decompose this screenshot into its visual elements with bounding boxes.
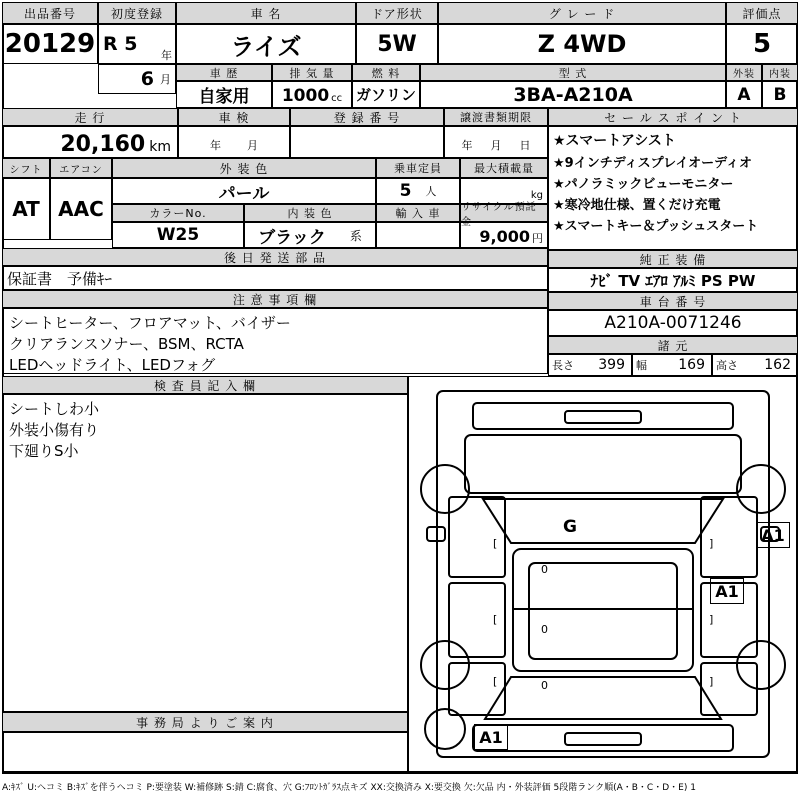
svg-text:]: ] <box>709 537 714 550</box>
seats-label: 乗車定員 <box>376 158 460 178</box>
mileage-value: 20,160 <box>60 132 146 157</box>
sales-point-list <box>548 126 798 250</box>
recycle-fee-value: 9,000 <box>479 227 530 246</box>
recycle-fee-unit: 円 <box>532 232 543 245</box>
damage-mark: G <box>563 517 577 537</box>
registration-number-value <box>290 126 444 158</box>
svg-text:[: [ <box>493 537 498 550</box>
car-name-value: ライズ <box>176 24 356 64</box>
color-number-label: カラーNo. <box>112 204 244 222</box>
inspection-label: 車 検 <box>178 108 290 126</box>
interior-color-suffix: 系 <box>349 228 362 243</box>
car-outline-diagram <box>409 377 797 771</box>
door-type-label: ドア形状 <box>356 2 438 24</box>
displacement-value: 1000 <box>281 86 330 106</box>
lot-number-value: 20129 <box>2 24 98 64</box>
note-line: LEDヘッドライト、LEDフォグ <box>9 356 216 374</box>
first-registration-year-unit: 年 <box>161 49 172 62</box>
sales-point-label: セ ー ル ス ポ イ ン ト <box>548 108 798 126</box>
first-registration-month <box>98 64 176 94</box>
width-cell <box>632 354 712 376</box>
interior-color-label: 内 装 色 <box>244 204 376 222</box>
shift-label: シフト <box>2 158 50 178</box>
notes-body <box>2 308 548 374</box>
width-label: 幅 <box>636 359 647 372</box>
spec-label: 諸 元 <box>548 336 798 354</box>
car-name-label: 車 名 <box>176 2 356 24</box>
displacement-unit: cc <box>331 93 343 104</box>
legend-footer: A:ｷｽﾞ U:ヘコミ B:ｷｽﾞを伴うヘコミ P:要塗装 W:補修跡 S:錆 C:腐食、穴 G:ﾌﾛﾝﾄｶﾞﾗｽ点キズ XX:交換済み X:要交換 欠:欠品 内・外装評価 5段階ランク順(A・B・C・D・E) 1 <box>2 783 696 793</box>
grade-label: グ レ ー ド <box>438 2 726 24</box>
displacement-label: 排 気 量 <box>272 64 352 81</box>
first-registration-era: R 5 <box>103 33 138 55</box>
inspector-label: 検 査 員 記 入 欄 <box>2 376 408 394</box>
recycle-fee-label: リサイクル預託金 <box>460 204 548 222</box>
note-line: クリアランスソナー、BSM、RCTA <box>9 335 244 353</box>
svg-text:0: 0 <box>541 679 548 692</box>
seats-unit: 人 <box>425 185 437 198</box>
genuine-equipment-label: 純 正 装 備 <box>548 250 798 268</box>
transfer-deadline-value-cell <box>444 126 548 158</box>
interior-color-value-cell <box>244 222 376 248</box>
length-value: 399 <box>598 357 625 373</box>
inspector-line: 下廻りS小 <box>9 442 79 460</box>
recycle-fee-value-cell <box>460 222 548 248</box>
svg-text:0: 0 <box>541 563 548 576</box>
sales-point-item: ★寒冷地仕様、置くだけ充電 <box>553 198 721 213</box>
height-cell <box>712 354 798 376</box>
length-label: 長さ <box>552 359 574 372</box>
svg-text:]: ] <box>709 675 714 688</box>
height-value: 162 <box>764 357 791 373</box>
note-line: シートヒーター、フロアマット、バイザー <box>9 314 291 332</box>
width-value: 169 <box>678 357 705 373</box>
chassis-number-value: A210A-0071246 <box>548 310 798 336</box>
seats-value-cell <box>376 178 460 204</box>
later-shipped-parts-label: 後 日 発 送 部 品 <box>2 248 548 266</box>
transfer-deadline-label: 譲渡書類期限 <box>444 108 548 126</box>
exterior-color-label: 外 装 色 <box>112 158 376 178</box>
first-registration-month-unit: 月 <box>160 73 171 86</box>
svg-text:]: ] <box>709 613 714 626</box>
inspector-line: シートしわ小 <box>9 400 100 418</box>
car-diagram-panel <box>408 376 798 772</box>
first-registration-month-value: 6 <box>140 68 154 90</box>
genuine-equipment-value: ﾅﾋﾞ TV ｴｱﾛ ｱﾙﾐ PS PW <box>548 268 798 292</box>
svg-text:0: 0 <box>541 623 548 636</box>
mileage-label: 走 行 <box>2 108 178 126</box>
seats-value: 5 <box>399 181 412 201</box>
score-value: 5 <box>726 24 798 64</box>
height-label: 高さ <box>716 359 738 372</box>
first-registration-year <box>98 24 176 64</box>
displacement-value-cell <box>272 81 352 108</box>
model-code-label: 型 式 <box>420 64 726 81</box>
import-label: 輸 入 車 <box>376 204 460 222</box>
damage-mark: A1 <box>756 522 790 548</box>
office-guidance-label: 事 務 局 よ り ご 案 内 <box>2 712 408 732</box>
exterior-color-value: パール <box>112 178 376 204</box>
later-shipped-parts-value: 保証書 予備ｷｰ <box>2 266 548 290</box>
fuel-value: ガソリン <box>352 81 420 108</box>
damage-mark: A1 <box>474 724 508 750</box>
chassis-number-label: 車 台 番 号 <box>548 292 798 310</box>
grade-value: Z 4WD <box>438 24 726 64</box>
inspector-line: 外装小傷有り <box>9 421 100 439</box>
first-registration-label: 初度登録 <box>98 2 176 24</box>
transfer-month: 月 <box>490 139 502 152</box>
fuel-label: 燃 料 <box>352 64 420 81</box>
model-code-value: 3BA-A210A <box>420 81 726 108</box>
damage-mark: A1 <box>710 578 744 604</box>
sales-point-item: ★スマートキー＆プッシュスタート <box>553 219 759 234</box>
score-label: 評価点 <box>726 2 798 24</box>
inspector-body <box>2 394 408 712</box>
color-number-value: W25 <box>112 222 244 248</box>
svg-text:[: [ <box>493 613 498 626</box>
aircon-value: AAC <box>50 178 112 240</box>
aircon-label: エアコン <box>50 158 112 178</box>
inspection-year: 年 <box>210 139 221 152</box>
notes-label: 注 意 事 項 欄 <box>2 290 548 308</box>
max-load-label: 最大積載量 <box>460 158 548 178</box>
history-value: 自家用 <box>176 81 272 108</box>
shift-value: AT <box>2 178 50 240</box>
sales-point-item: ★パノラミックビューモニター <box>553 177 734 192</box>
exterior-grade-label: 外装 <box>726 64 762 81</box>
transfer-year: 年 <box>461 139 473 152</box>
mileage-value-cell <box>2 126 178 158</box>
registration-number-label: 登 録 番 号 <box>290 108 444 126</box>
inspection-value-cell <box>178 126 290 158</box>
import-value <box>376 222 460 248</box>
interior-grade-label: 内装 <box>762 64 798 81</box>
door-type-value: 5W <box>356 24 438 64</box>
inspection-month: 月 <box>247 139 258 152</box>
history-label: 車 歴 <box>176 64 272 81</box>
mileage-unit: km <box>149 139 171 155</box>
svg-text:[: [ <box>493 675 498 688</box>
transfer-day: 日 <box>519 139 531 152</box>
exterior-grade-value: A <box>726 81 762 108</box>
interior-grade-value: B <box>762 81 798 108</box>
length-cell <box>548 354 632 376</box>
sales-point-item: ★スマートアシスト <box>553 133 676 149</box>
office-guidance-body <box>2 732 408 772</box>
max-load-unit: kg <box>530 190 543 201</box>
lot-number-label: 出品番号 <box>2 2 98 24</box>
interior-color-value: ブラック <box>258 227 326 248</box>
sales-point-item: ★9インチディスプレイオーディオ <box>553 156 753 171</box>
